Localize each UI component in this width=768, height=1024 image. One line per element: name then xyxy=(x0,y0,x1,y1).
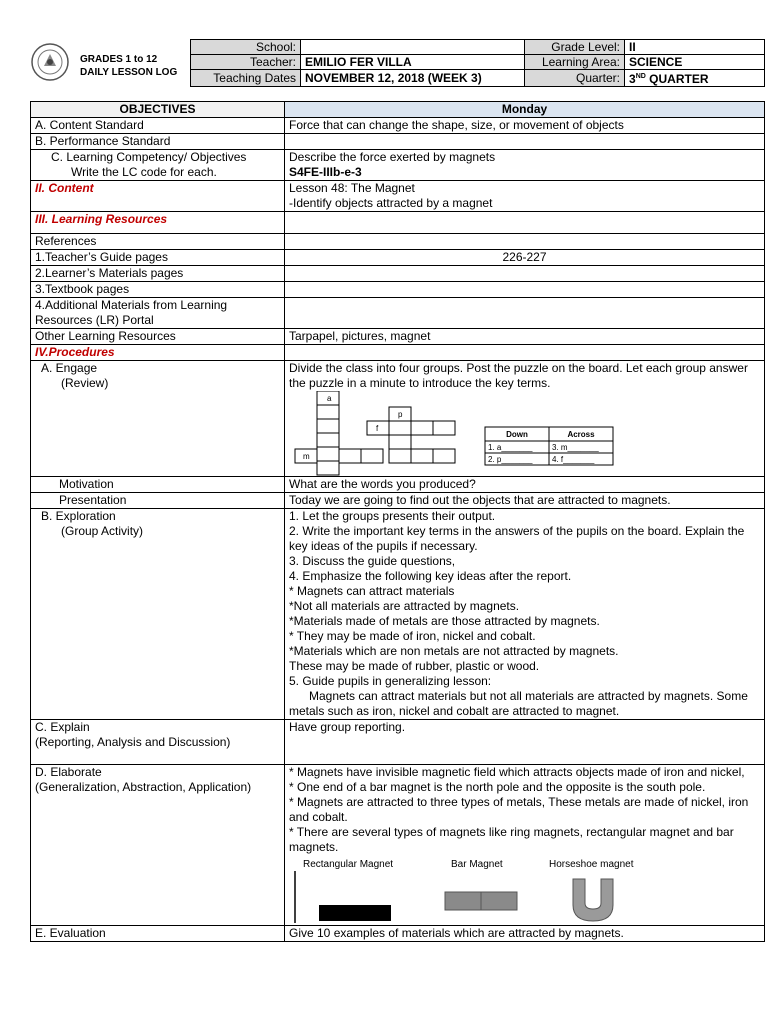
teachers-guide-value: 226-227 xyxy=(285,250,765,266)
learning-resources-value xyxy=(285,212,765,234)
grade-level-value: II xyxy=(625,40,765,55)
procedures-value xyxy=(285,345,765,361)
references-value xyxy=(285,234,765,250)
learning-competency-value: Describe the force exerted by magnets S4FE-IIIb-e-3 xyxy=(285,150,765,181)
monday-header: Monday xyxy=(285,102,765,118)
exploration-line: 1. Let the groups presents their output. xyxy=(289,509,496,523)
document-title: GRADES 1 to 12 DAILY LESSON LOG xyxy=(80,54,178,78)
elaborate-label: D. Elaborate (Generalization, Abstraction, Application) xyxy=(31,765,285,926)
presentation-label: Presentation xyxy=(31,493,285,509)
lesson-table xyxy=(30,101,765,942)
learners-materials-label: 2.Learner’s Materials pages xyxy=(31,266,285,282)
learning-area-value: SCIENCE xyxy=(625,55,765,70)
motivation-label: Motivation xyxy=(31,477,285,493)
elaborate-line: * There are several types of magnets like ring magnets, rectangular magnet and bar magnets. xyxy=(289,825,734,854)
additional-materials-label: 4.Additional Materials from Learning Resources (LR) Portal xyxy=(31,298,285,329)
exploration-line: 4. Emphasize the following key ideas after the report. xyxy=(289,569,572,583)
other-resources-value: Tarpapel, pictures, magnet xyxy=(285,329,765,345)
teaching-dates-value: NOVEMBER 12, 2018 (WEEK 3) xyxy=(301,70,525,87)
content-standard-value: Force that can change the shape, size, or movement of objects xyxy=(285,118,765,134)
teachers-guide-label: 1.Teacher’s Guide pages xyxy=(31,250,285,266)
rectangular-magnet-label: Rectangular Magnet xyxy=(303,859,394,870)
engage-label: A. Engage (Review) xyxy=(31,361,285,477)
content-value: Lesson 48: The Magnet -Identify objects attracted by a magnet xyxy=(285,181,765,212)
textbook-pages-value xyxy=(285,282,765,298)
quarter-value: 3ND QUARTER xyxy=(625,70,765,87)
quarter-label: Quarter: xyxy=(525,70,625,87)
school-value xyxy=(301,40,525,55)
horseshoe-magnet-icon xyxy=(573,879,613,921)
bar-magnet-label: Bar Magnet xyxy=(451,859,503,870)
crossword-grid xyxy=(289,391,629,476)
content-standard-label: A. Content Standard xyxy=(31,118,285,134)
elaborate-content xyxy=(285,765,765,926)
motivation-text: What are the words you produced? xyxy=(285,477,765,493)
exploration-line: Magnets can attract materials but not all materials are attracted by magnets. Some metals such as iron, nickel and cobalt are attracted to magnet. xyxy=(289,689,748,718)
elaborate-line: * One end of a bar magnet is the north pole and the opposite is the south pole. xyxy=(289,780,706,794)
evaluation-label: E. Evaluation xyxy=(31,926,285,942)
grade-level-label: Grade Level: xyxy=(525,40,625,55)
other-resources-label: Other Learning Resources xyxy=(31,329,285,345)
teacher-label: Teacher: xyxy=(191,55,301,70)
elaborate-line: * Magnets are attracted to three types of metals, These metals are made of nickel, iron and cobalt. xyxy=(289,795,749,824)
exploration-line: 5. Guide pupils in generalizing lesson: xyxy=(289,674,492,688)
elaborate-line: * Magnets have invisible magnetic field which attracts objects made of iron and nickel, xyxy=(289,765,745,779)
learners-materials-value xyxy=(285,266,765,282)
references-label: References xyxy=(31,234,285,250)
puzzle-letter-m: m xyxy=(303,452,310,461)
school-label: School: xyxy=(191,40,301,55)
exploration-line: * Magnets can attract materials xyxy=(289,584,455,598)
explain-label: C. Explain (Reporting, Analysis and Discussion) xyxy=(31,720,285,765)
evaluation-text: Give 10 examples of materials which are attracted by magnets. xyxy=(285,926,765,942)
performance-standard-value xyxy=(285,134,765,150)
magnet-illustrations xyxy=(289,855,669,925)
rectangular-magnet-icon xyxy=(319,905,391,921)
exploration-label: B. Exploration (Group Activity) xyxy=(31,509,285,720)
exploration-line: 2. Write the important key terms in the answers of the pupils on the board. Explain the key ideas of the pupils if necessary. xyxy=(289,524,745,553)
across-clue-4: 4. f_______ xyxy=(552,455,595,464)
performance-standard-label: B. Performance Standard xyxy=(31,134,285,150)
exploration-line: 3. Discuss the guide questions, xyxy=(289,554,456,568)
puzzle-letter-a: a xyxy=(327,394,332,403)
down-clue-1: 1. a_______ xyxy=(488,443,533,452)
puzzle-letter-f: f xyxy=(376,424,379,433)
exploration-line: These may be made of rubber, plastic or wood. xyxy=(289,659,540,673)
puzzle-letter-p: p xyxy=(398,410,403,419)
teacher-value: EMILIO FER VILLA xyxy=(301,55,525,70)
down-clue-2: 2. p_______ xyxy=(488,455,533,464)
exploration-line: *Materials which are non metals are not attracted by magnets. xyxy=(289,644,619,658)
crossword-puzzle xyxy=(289,391,760,476)
learning-resources-label: III. Learning Resources xyxy=(31,212,285,234)
down-header: Down xyxy=(506,430,528,439)
textbook-pages-label: 3.Textbook pages xyxy=(31,282,285,298)
across-header: Across xyxy=(567,430,595,439)
deped-seal-icon xyxy=(30,42,70,82)
teaching-dates-label: Teaching Dates xyxy=(191,70,301,87)
header-info-table xyxy=(190,39,765,87)
exploration-line: *Not all materials are attracted by magnets. xyxy=(289,599,520,613)
learning-area-label: Learning Area: xyxy=(525,55,625,70)
horseshoe-magnet-label: Horseshoe magnet xyxy=(549,859,634,870)
engage-content: Divide the class into four groups. Post the puzzle on the board. Let each group answer the puzzle in a minute to introduce the key terms. a p f m Down Across 1. a_______ 3. m_______ 2. p_______ 4. f_______ xyxy=(285,361,765,477)
learning-competency-label: C. Learning Competency/ Objectives Write the LC code for each. xyxy=(31,150,285,181)
magnet-pictures xyxy=(289,855,760,925)
content-label: II. Content xyxy=(31,181,285,212)
across-clue-3: 3. m_______ xyxy=(552,443,599,452)
exploration-content xyxy=(285,509,765,720)
presentation-text: Today we are going to find out the objects that are attracted to magnets. xyxy=(285,493,765,509)
explain-text: Have group reporting. xyxy=(285,720,765,765)
exploration-line: * They may be made of iron, nickel and cobalt. xyxy=(289,629,536,643)
procedures-label: IV.Procedures xyxy=(31,345,285,361)
exploration-line: *Materials made of metals are those attracted by magnets. xyxy=(289,614,600,628)
additional-materials-value xyxy=(285,298,765,329)
objectives-header: OBJECTIVES xyxy=(31,102,285,118)
